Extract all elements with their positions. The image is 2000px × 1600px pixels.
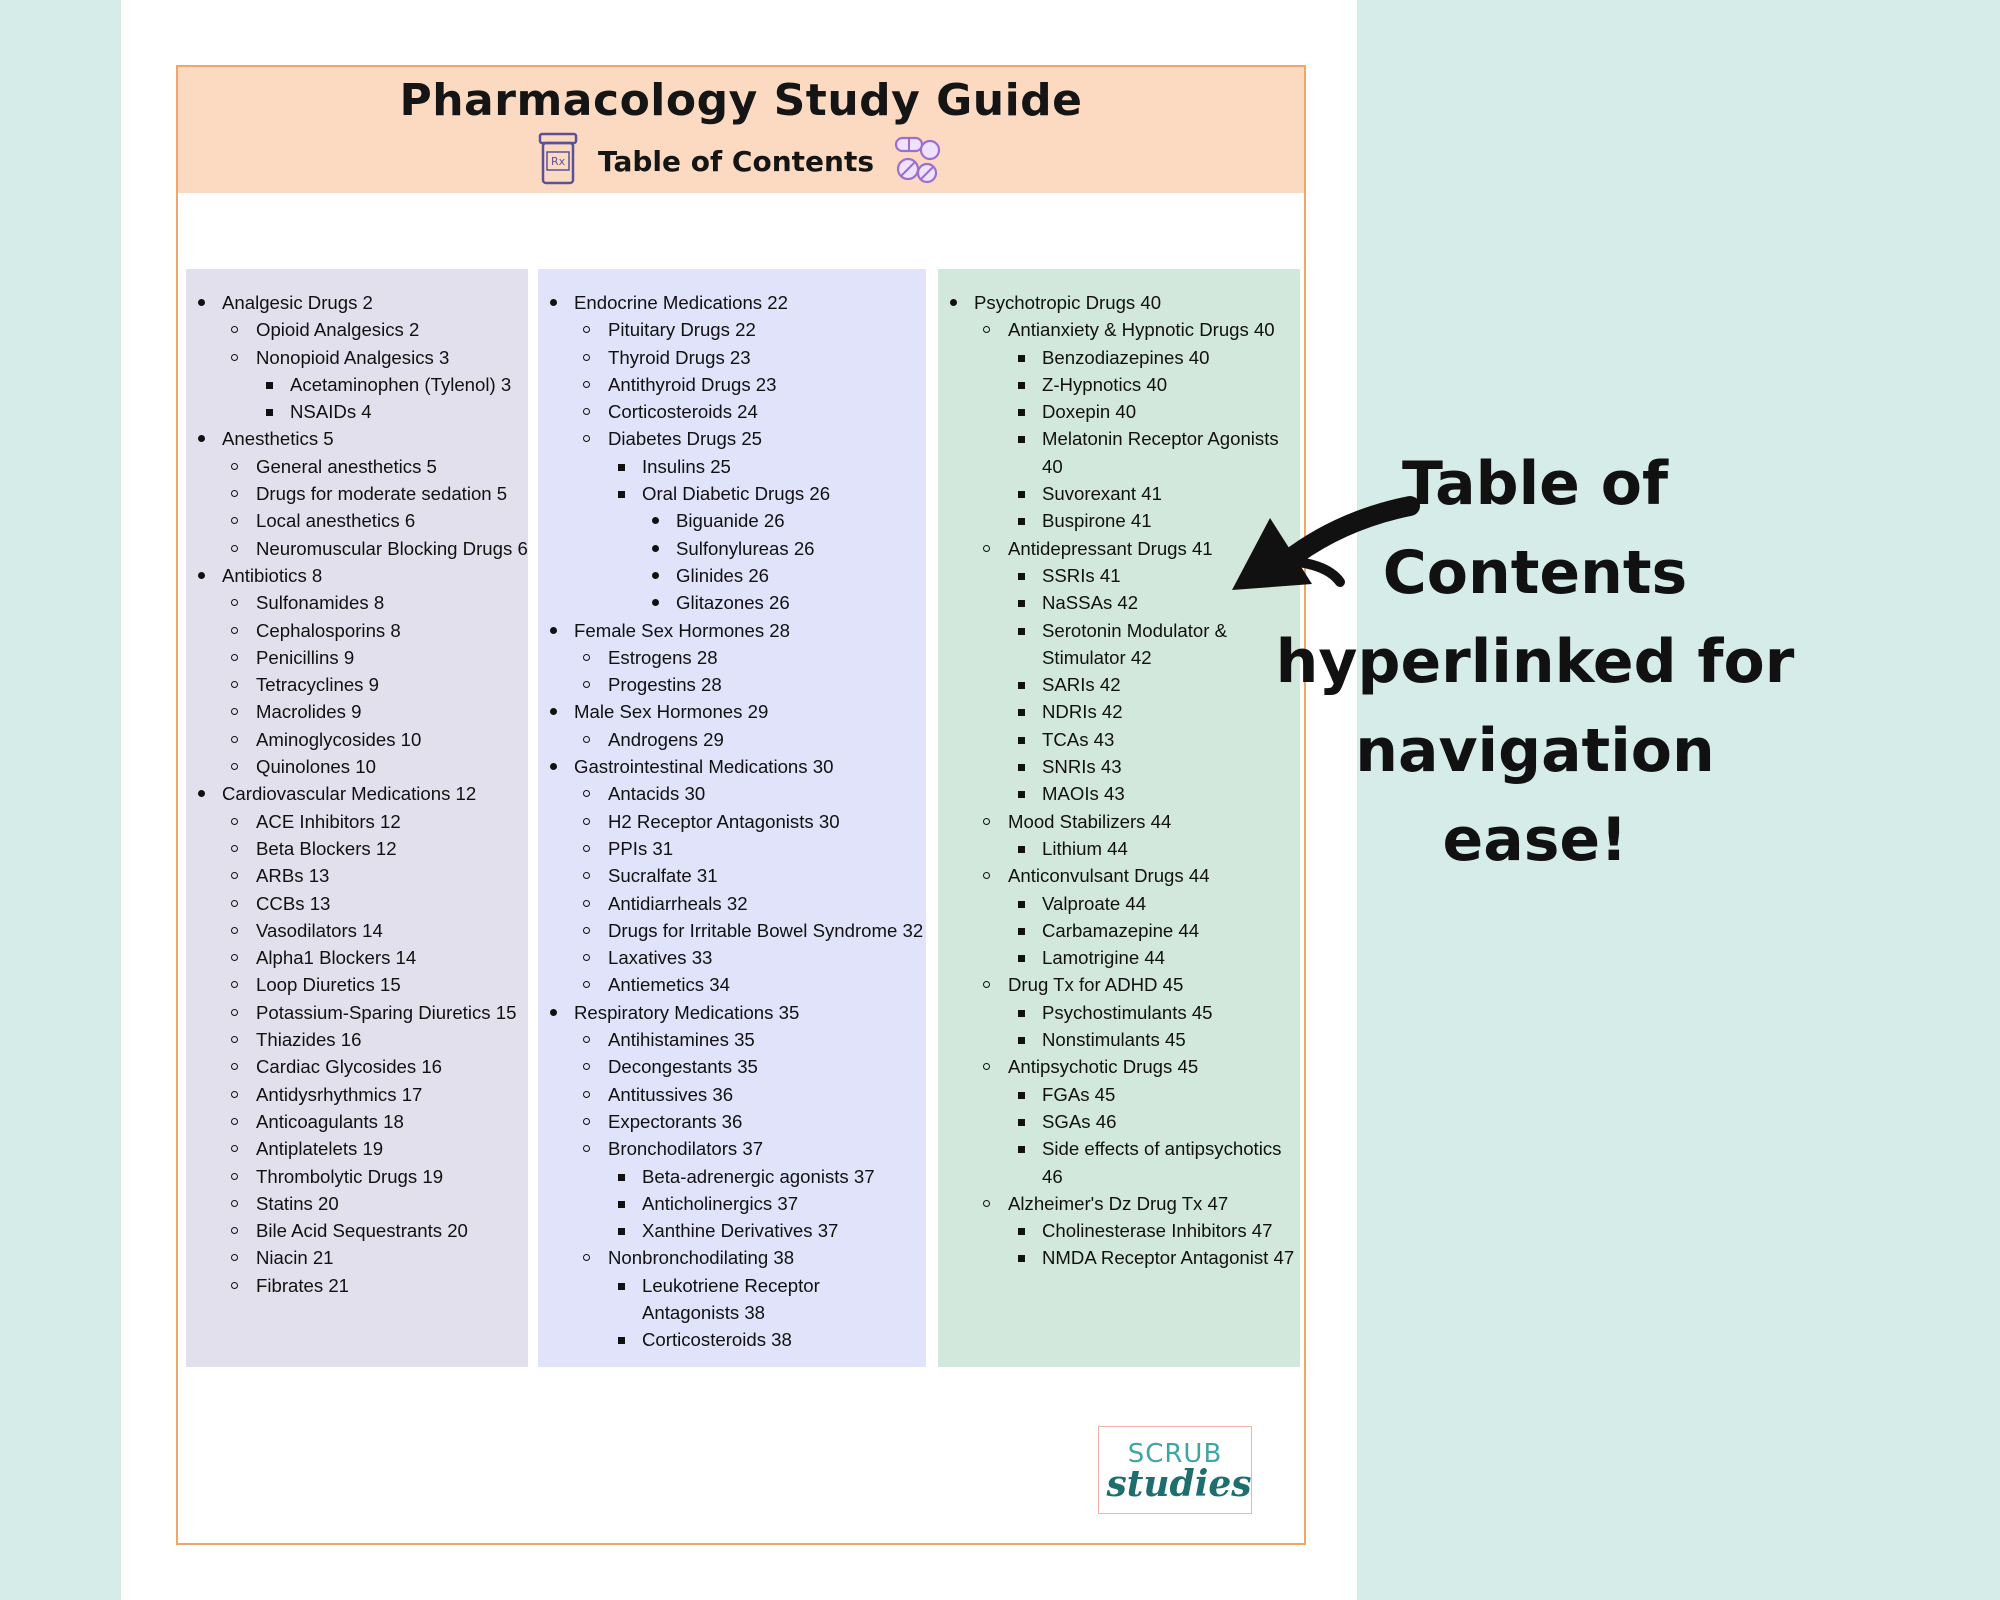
toc-link[interactable] xyxy=(194,1053,522,1080)
toc-link[interactable] xyxy=(946,698,1294,725)
toc-link-label: Female Sex Hormones 28 xyxy=(574,619,790,641)
subtitle-row xyxy=(178,133,1304,189)
logo-bottom-text: studies xyxy=(1106,1463,1252,1505)
toc-link[interactable] xyxy=(946,398,1294,425)
toc-link-label: Side effects of antipsychotics 46 xyxy=(1042,1138,1282,1187)
toc-link-label: Lamotrigine 44 xyxy=(1042,947,1166,969)
toc-link-label: Valproate 44 xyxy=(1042,892,1147,914)
toc-link[interactable] xyxy=(194,1163,522,1190)
toc-link-label: Opioid Analgesics 2 xyxy=(256,319,420,341)
toc-link-label: Insulins 25 xyxy=(642,455,731,477)
toc-link[interactable] xyxy=(546,644,920,671)
toc-page xyxy=(176,65,1306,1545)
toc-link-label: Expectorants 36 xyxy=(608,1110,743,1132)
toc-link-label: Vasodilators 14 xyxy=(256,919,383,941)
toc-link-label: SARIs 42 xyxy=(1042,674,1121,696)
toc-link-label: Alpha1 Blockers 14 xyxy=(256,947,417,969)
toc-link-label: Antihistamines 35 xyxy=(608,1029,755,1051)
toc-link[interactable] xyxy=(194,671,522,698)
toc-link[interactable] xyxy=(194,371,522,398)
toc-link[interactable] xyxy=(946,425,1294,480)
toc-link-label: Estrogens 28 xyxy=(608,646,718,668)
toc-link-label: Anesthetics 5 xyxy=(222,428,334,450)
toc-link[interactable] xyxy=(194,316,522,343)
toc-link[interactable] xyxy=(946,890,1294,917)
toc-link[interactable] xyxy=(194,862,522,889)
toc-link-label: Xanthine Derivatives 37 xyxy=(642,1220,839,1242)
toc-link[interactable] xyxy=(546,617,920,644)
toc-link-label: Psychotropic Drugs 40 xyxy=(974,292,1162,313)
pills-icon xyxy=(892,132,946,190)
toc-link[interactable] xyxy=(194,780,522,807)
toc-link-label: Anticholinergics 37 xyxy=(642,1192,799,1214)
toc-link-label: Suvorexant 41 xyxy=(1042,483,1162,505)
toc-link[interactable] xyxy=(946,1026,1294,1053)
toc-link[interactable] xyxy=(546,1081,920,1108)
toc-link-label: Glitazones 26 xyxy=(676,592,790,614)
toc-link[interactable] xyxy=(194,944,522,971)
toc-link[interactable] xyxy=(546,344,920,371)
toc-link-label: Cholinesterase Inhibitors 47 xyxy=(1042,1220,1273,1242)
toc-link[interactable] xyxy=(194,808,522,835)
toc-link-label: Sulfonamides 8 xyxy=(256,592,385,614)
toc-link-label: Melatonin Receptor Agonists 40 xyxy=(1042,428,1279,477)
toc-link[interactable] xyxy=(546,398,920,425)
toc-link[interactable] xyxy=(194,726,522,753)
toc-link[interactable] xyxy=(546,917,924,944)
toc-link[interactable] xyxy=(194,835,522,862)
toc-link-label: Alzheimer's Dz Drug Tx 47 xyxy=(1008,1192,1229,1214)
toc-link[interactable] xyxy=(194,398,522,425)
toc-link[interactable] xyxy=(546,753,920,780)
toc-link[interactable] xyxy=(194,1272,522,1299)
toc-link-label: SGAs 46 xyxy=(1042,1110,1117,1132)
toc-link-label: TCAs 43 xyxy=(1042,728,1115,750)
toc-link[interactable] xyxy=(546,289,920,316)
rx-bottle-icon xyxy=(536,132,580,190)
toc-link[interactable] xyxy=(546,1053,920,1080)
toc-link[interactable] xyxy=(946,1108,1294,1135)
callout-text: Table of Contents hyperlinked for navigation ease! xyxy=(1275,449,1795,875)
toc-link-label: SNRIs 43 xyxy=(1042,756,1122,778)
toc-link[interactable] xyxy=(546,971,920,998)
toc-link-label: Potassium-Sparing Diuretics 15 xyxy=(256,1001,517,1023)
toc-link[interactable] xyxy=(546,1217,920,1244)
toc-link-label: Gastrointestinal Medications 30 xyxy=(574,756,834,778)
toc-link[interactable] xyxy=(194,917,522,944)
toc-link[interactable] xyxy=(546,890,920,917)
toc-link[interactable] xyxy=(546,1108,920,1135)
toc-link-label: Antacids 30 xyxy=(608,783,706,805)
toc-link[interactable] xyxy=(946,671,1294,698)
toc-link[interactable] xyxy=(546,780,920,807)
toc-link-label: Cardiac Glycosides 16 xyxy=(256,1056,443,1078)
toc-link[interactable] xyxy=(946,780,1294,807)
toc-link-label: Diabetes Drugs 25 xyxy=(608,428,762,450)
toc-link-label: Male Sex Hormones 29 xyxy=(574,701,769,723)
toc-link[interactable] xyxy=(546,671,920,698)
toc-link[interactable] xyxy=(546,453,920,480)
toc-link-label: Glinides 26 xyxy=(676,564,770,586)
toc-link[interactable] xyxy=(946,808,1294,835)
toc-link[interactable] xyxy=(546,371,920,398)
toc-link[interactable] xyxy=(546,862,920,889)
toc-link-label: Antipsychotic Drugs 45 xyxy=(1008,1056,1199,1078)
toc-link-label: ACE Inhibitors 12 xyxy=(256,810,401,832)
toc-link-label: Biguanide 26 xyxy=(676,510,785,532)
toc-link[interactable] xyxy=(546,726,920,753)
toc-link-label: Penicillins 9 xyxy=(256,646,355,668)
toc-link[interactable] xyxy=(194,890,522,917)
toc-link[interactable] xyxy=(546,589,920,616)
toc-link-label: Buspirone 41 xyxy=(1042,510,1152,532)
toc-link[interactable] xyxy=(194,999,522,1026)
toc-link-label: H2 Receptor Antagonists 30 xyxy=(608,810,840,832)
toc-link[interactable] xyxy=(194,453,522,480)
toc-link[interactable] xyxy=(194,480,522,507)
toc-link-label: Bronchodilators 37 xyxy=(608,1138,764,1160)
toc-link[interactable] xyxy=(946,917,1294,944)
toc-link-label: Nonstimulants 45 xyxy=(1042,1029,1186,1051)
toc-link-label: Aminoglycosides 10 xyxy=(256,728,422,750)
toc-link-label: Anticonvulsant Drugs 44 xyxy=(1008,865,1210,887)
toc-link-label: Progestins 28 xyxy=(608,674,722,696)
toc-link-label: PPIs 31 xyxy=(608,837,674,859)
toc-link-label: Antiemetics 34 xyxy=(608,974,730,996)
toc-link-label: Antidepressant Drugs 41 xyxy=(1008,537,1213,559)
toc-link-label: Sucralfate 31 xyxy=(608,865,718,887)
toc-link-label: Doxepin 40 xyxy=(1042,401,1137,423)
toc-link-label: Local anesthetics 6 xyxy=(256,510,416,532)
toc-link-label: Androgens 29 xyxy=(608,728,724,750)
toc-link[interactable] xyxy=(546,316,920,343)
toc-link-label: Analgesic Drugs 2 xyxy=(222,292,373,313)
toc-link-label: Endocrine Medications 22 xyxy=(574,292,788,313)
toc-link-label: Antithyroid Drugs 23 xyxy=(608,373,777,395)
toc-link-label: Antiplatelets 19 xyxy=(256,1138,384,1160)
toc-link[interactable] xyxy=(194,617,522,644)
toc-link[interactable] xyxy=(194,1108,522,1135)
toc-link-label: Macrolides 9 xyxy=(256,701,362,723)
toc-link-label: Drugs for Irritable Bowel Syndrome 32 xyxy=(608,919,924,941)
toc-link[interactable] xyxy=(194,535,528,562)
toc-link[interactable] xyxy=(194,507,522,534)
toc-link-label: Leukotriene Receptor Antagonists 38 xyxy=(642,1274,820,1323)
toc-link-label: Drug Tx for ADHD 45 xyxy=(1008,974,1184,996)
toc-link-label: Pituitary Drugs 22 xyxy=(608,319,756,341)
toc-link[interactable] xyxy=(194,344,522,371)
toc-link[interactable] xyxy=(194,644,522,671)
toc-link[interactable] xyxy=(946,1081,1294,1108)
toc-link-label: Oral Diabetic Drugs 26 xyxy=(642,483,831,505)
toc-link[interactable] xyxy=(946,862,1294,889)
toc-link-label: Z-Hypnotics 40 xyxy=(1042,373,1168,395)
toc-link[interactable] xyxy=(194,589,522,616)
toc-link-label: CCBs 13 xyxy=(256,892,331,914)
toc-link-label: NaSSAs 42 xyxy=(1042,592,1139,614)
toc-link-label: Antianxiety & Hypnotic Drugs 40 xyxy=(1008,319,1275,341)
page-title: Pharmacology Study Guide xyxy=(399,75,1083,126)
toc-link-label: Antibiotics 8 xyxy=(222,564,323,586)
toc-link[interactable] xyxy=(546,507,920,534)
toc-link-label: Corticosteroids 24 xyxy=(608,401,758,423)
toc-link[interactable] xyxy=(946,1190,1294,1217)
toc-link[interactable] xyxy=(946,1053,1294,1080)
toc-link-label: Psychostimulants 45 xyxy=(1042,1001,1213,1023)
toc-link[interactable] xyxy=(546,698,920,725)
toc-link[interactable] xyxy=(194,1135,522,1162)
toc-link[interactable] xyxy=(546,562,920,589)
toc-column-2 xyxy=(538,269,926,1367)
toc-column-1 xyxy=(186,269,528,1367)
toc-link-label: Thyroid Drugs 23 xyxy=(608,346,751,368)
toc-link-label: Drugs for moderate sedation 5 xyxy=(256,483,508,505)
toc-link[interactable] xyxy=(194,562,522,589)
toc-column-3 xyxy=(938,269,1300,1367)
toc-link[interactable] xyxy=(546,1190,920,1217)
toc-link-label: Benzodiazepines 40 xyxy=(1042,346,1210,368)
toc-link-label: Antitussives 36 xyxy=(608,1083,734,1105)
toc-link-label: Neuromuscular Blocking Drugs 6 xyxy=(256,537,528,559)
toc-link[interactable] xyxy=(946,999,1294,1026)
toc-link[interactable] xyxy=(194,289,522,316)
toc-link[interactable] xyxy=(194,698,522,725)
toc-link-label: SSRIs 41 xyxy=(1042,564,1121,586)
toc-link[interactable] xyxy=(194,425,522,452)
toc-link[interactable] xyxy=(546,1026,920,1053)
toc-link[interactable] xyxy=(546,808,920,835)
toc-link-label: Thiazides 16 xyxy=(256,1029,362,1051)
toc-link[interactable] xyxy=(946,753,1294,780)
toc-link[interactable] xyxy=(546,1326,920,1353)
logo-top-text: SCRUB xyxy=(1127,1439,1223,1469)
toc-link-label: Nonopioid Analgesics 3 xyxy=(256,346,450,368)
page-header xyxy=(178,67,1304,193)
toc-link-label: NSAIDs 4 xyxy=(290,401,372,423)
toc-link[interactable] xyxy=(194,753,522,780)
toc-link[interactable] xyxy=(546,1244,920,1271)
toc-link-label: Beta-adrenergic agonists 37 xyxy=(642,1165,875,1187)
toc-link[interactable] xyxy=(546,1135,920,1162)
toc-link-label: Loop Diuretics 15 xyxy=(256,974,401,996)
toc-link-label: MAOIs 43 xyxy=(1042,783,1125,805)
toc-link[interactable] xyxy=(546,944,920,971)
toc-link[interactable] xyxy=(546,1272,920,1327)
toc-link-label: Lithium 44 xyxy=(1042,837,1128,859)
toc-link-label: Thrombolytic Drugs 19 xyxy=(256,1165,444,1187)
page-subtitle: Table of Contents xyxy=(597,144,874,178)
toc-link-label: Niacin 21 xyxy=(256,1247,334,1269)
toc-link-label: Bile Acid Sequestrants 20 xyxy=(256,1220,468,1242)
toc-link-label: Acetaminophen (Tylenol) 3 xyxy=(290,373,512,395)
toc-link-label: General anesthetics 5 xyxy=(256,455,437,477)
toc-link[interactable] xyxy=(946,617,1294,672)
toc-link-label: Quinolones 10 xyxy=(256,756,376,778)
toc-link-label: Corticosteroids 38 xyxy=(642,1329,792,1351)
toc-link-label: Antidiarrheals 32 xyxy=(608,892,748,914)
toc-link-label: Laxatives 33 xyxy=(608,947,713,969)
toc-link[interactable] xyxy=(194,1081,522,1108)
toc-link[interactable] xyxy=(546,999,920,1026)
toc-link[interactable] xyxy=(194,1190,522,1217)
toc-link[interactable] xyxy=(194,1217,522,1244)
toc-link[interactable] xyxy=(946,1217,1294,1244)
toc-link-label: Cephalosporins 8 xyxy=(256,619,401,641)
toc-link[interactable] xyxy=(546,1163,920,1190)
toc-link[interactable] xyxy=(946,1135,1294,1190)
scrub-studies-logo xyxy=(1098,1426,1252,1514)
toc-link[interactable] xyxy=(194,971,522,998)
toc-link[interactable] xyxy=(546,535,920,562)
toc-link-label: FGAs 45 xyxy=(1042,1083,1116,1105)
toc-link-label: Mood Stabilizers 44 xyxy=(1008,810,1172,832)
toc-link-label: Statins 20 xyxy=(256,1192,339,1214)
toc-link-label: Serotonin Modulator & Stimulator 42 xyxy=(1042,619,1228,668)
svg-text:Rx: Rx xyxy=(550,155,566,168)
toc-link-label: Fibrates 21 xyxy=(256,1274,350,1296)
toc-link[interactable] xyxy=(946,944,1294,971)
toc-link-label: Anticoagulants 18 xyxy=(256,1110,404,1132)
toc-link-label: NDRIs 42 xyxy=(1042,701,1123,723)
toc-link[interactable] xyxy=(946,971,1294,998)
toc-link-label: Carbamazepine 44 xyxy=(1042,919,1200,941)
toc-link[interactable] xyxy=(546,425,920,452)
toc-link[interactable] xyxy=(194,1244,522,1271)
toc-link[interactable] xyxy=(946,289,1294,316)
toc-link-label: Decongestants 35 xyxy=(608,1056,758,1078)
toc-link-label: Cardiovascular Medications 12 xyxy=(222,783,477,805)
toc-link-label: Beta Blockers 12 xyxy=(256,837,397,859)
toc-link-label: Sulfonylureas 26 xyxy=(676,537,815,559)
toc-link-label: Tetracyclines 9 xyxy=(256,674,379,696)
toc-link[interactable] xyxy=(946,371,1294,398)
toc-link-label: NMDA Receptor Antagonist 47 xyxy=(1042,1247,1295,1269)
toc-link[interactable] xyxy=(546,835,920,862)
toc-link[interactable] xyxy=(194,1026,522,1053)
toc-link[interactable] xyxy=(946,1244,1294,1271)
toc-link[interactable] xyxy=(946,726,1294,753)
toc-link-label: ARBs 13 xyxy=(256,865,330,887)
toc-link[interactable] xyxy=(946,316,1294,343)
toc-link[interactable] xyxy=(546,480,920,507)
toc-link-label: Antidysrhythmics 17 xyxy=(256,1083,423,1105)
toc-link-label: Nonbronchodilating 38 xyxy=(608,1247,795,1269)
toc-link-label: Respiratory Medications 35 xyxy=(574,1001,800,1023)
toc-link[interactable] xyxy=(946,835,1294,862)
toc-link[interactable] xyxy=(946,344,1294,371)
